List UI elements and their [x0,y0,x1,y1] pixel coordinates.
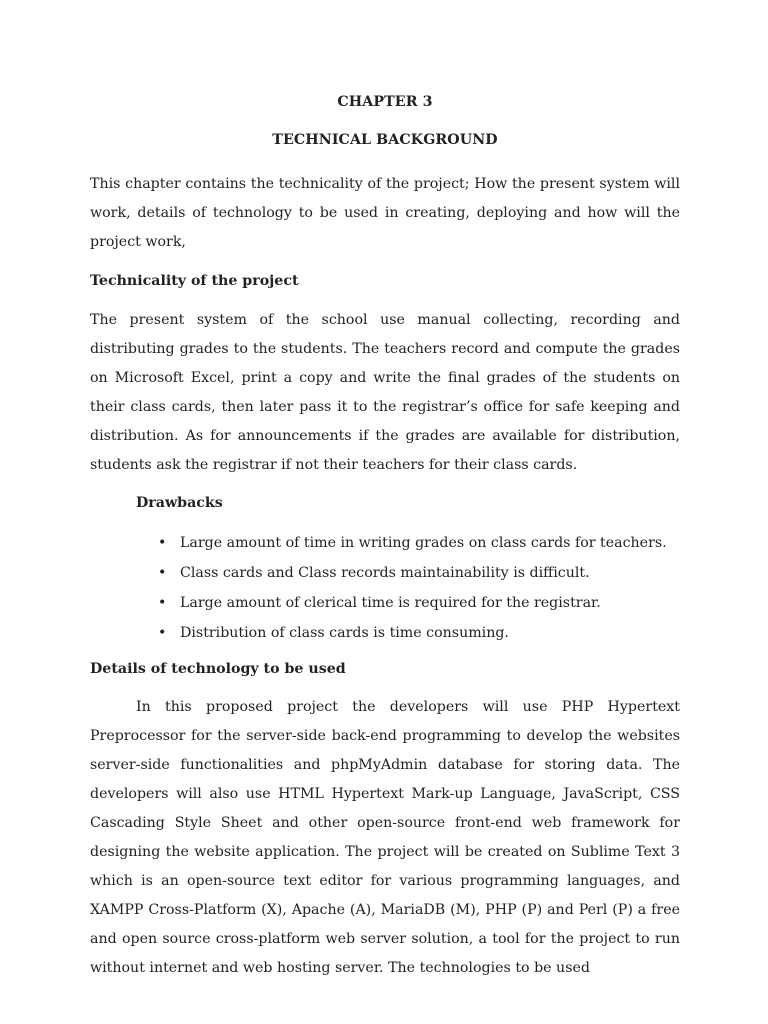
drawbacks-list [90,528,680,648]
list-item-text: Large amount of clerical time is required for the registrar. [180,595,601,611]
bullet-icon: • [158,625,167,641]
list-item [158,588,680,618]
drawbacks-heading: Drawbacks [136,495,223,511]
technicality-heading: Technicality of the project [90,273,299,289]
chapter-title: TECHNICAL BACKGROUND [272,132,498,148]
list-item-text: Class cards and Class records maintainability is difficult. [180,565,590,581]
list-item [158,618,680,648]
list-item [158,528,680,558]
bullet-icon: • [158,535,167,551]
list-item-text: Distribution of class cards is time consuming. [180,625,509,641]
bullet-icon: • [158,595,167,611]
list-item-text: Large amount of time in writing grades on class cards for teachers. [180,535,667,551]
details-heading: Details of technology to be used [90,661,346,677]
technicality-paragraph: The present system of the school use manual collecting, recording and distributing grades to the students. The teachers record and compute the grades on Microsoft Excel, print a copy and write the final grades of the students on their class cards, then later pass it to the registrar’s office for safe keeping and distribution. As for announcements if the grades are available for distribution, students ask the registrar if not their teachers for their class cards. [90,312,680,473]
intro-paragraph: This chapter contains the technicality of the project; How the present system will work, details of technology to be used in creating, deploying and how will the project work, [90,176,680,250]
chapter-number: CHAPTER 3 [337,94,433,110]
list-item [158,558,680,588]
details-paragraph: In this proposed project the developers will use PHP Hypertext Preprocessor for the server-side back-end programming to develop the websites server-side functionalities and phpMyAdmin database for storing data. The developers will also use HTML Hypertext Mark-up Language, JavaScript, CSS Cascading Style Sheet and other open-source front-end web framework for designing the website application. The project will be created on Sublime Text 3 which is an open-source text editor for various programming languages, and XAMPP Cross-Platform (X), Apache (A), MariaDB (M), PHP (P) and Perl (P) a free and open source cross-platform web server solution, a tool for the project to run without internet and web hosting server. The technologies to be used [90,699,680,976]
bullet-icon: • [158,565,167,581]
